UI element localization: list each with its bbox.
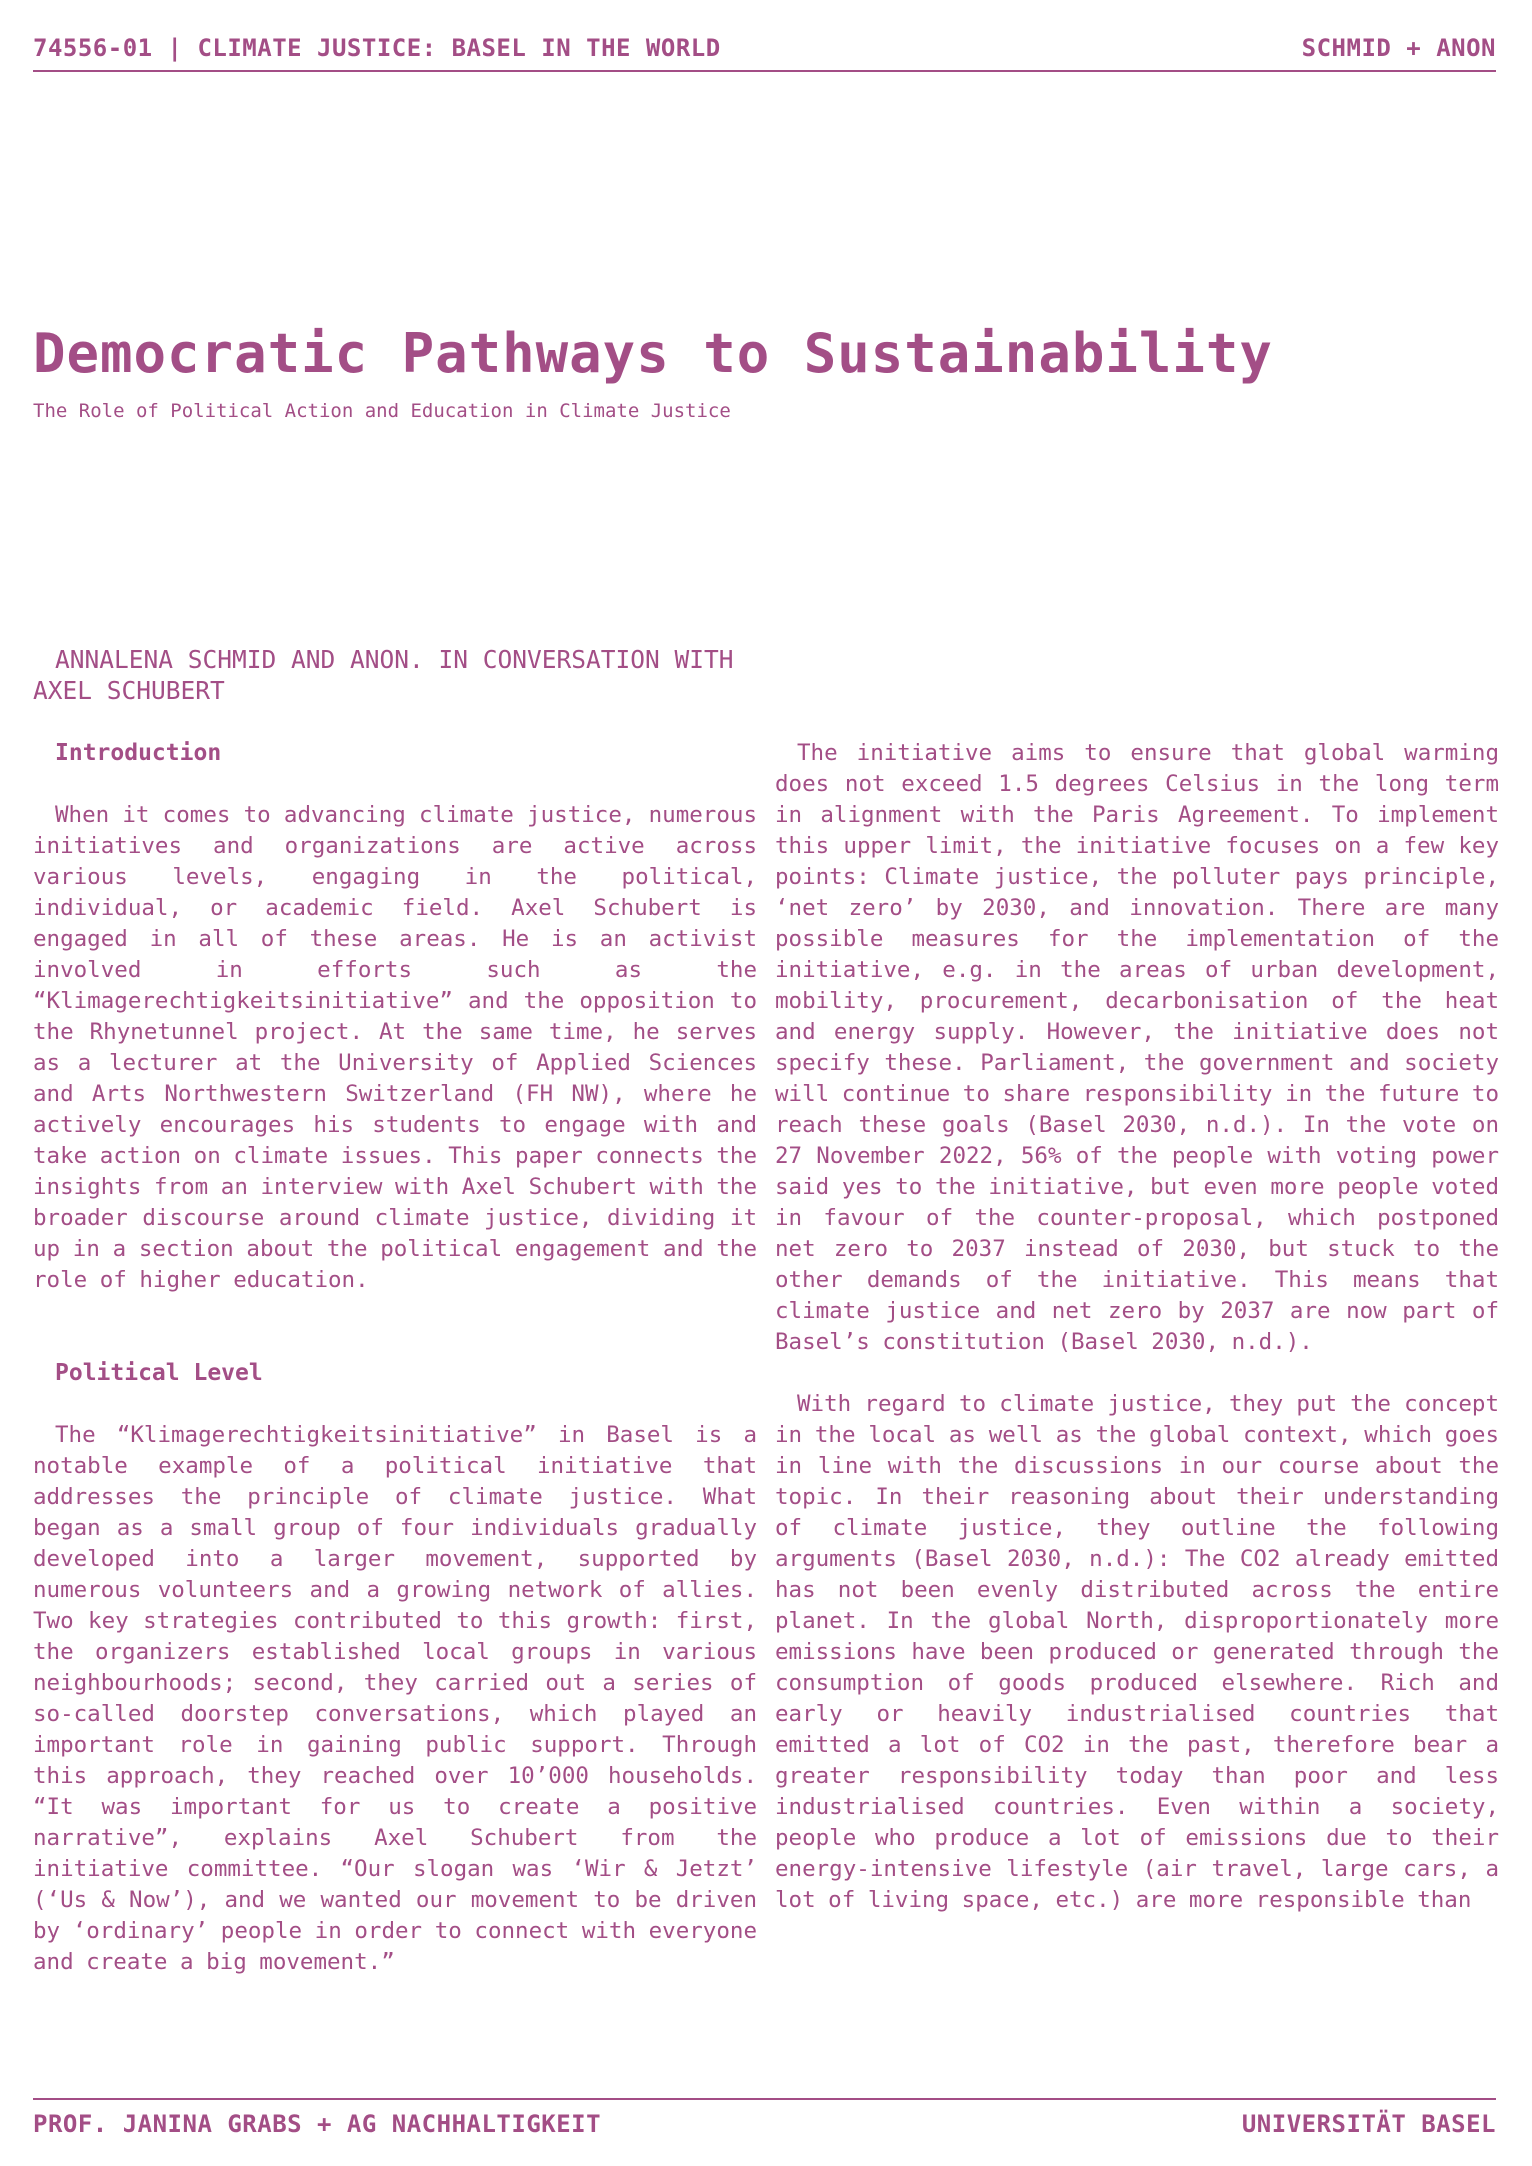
section-heading-introduction: Introduction (55, 740, 222, 766)
footer-professor: PROF. JANINA GRABS + AG NACHHALTIGKEIT (33, 2110, 602, 2138)
course-label: 74556-01 | CLIMATE JUSTICE: BASEL IN THE WORLD (33, 34, 721, 62)
right-column (775, 738, 1499, 1916)
introduction-paragraph: When it comes to advancing climate justice, numerous initiatives and organizations are active across various levels, engaging in the political, individual, or academic field. Axel Schubert is engaged in all of these areas. He is an activist involved in efforts such as the “Klimagerechtigkeitsinitiative” and the opposition to the Rhynetunnel project. At the same time, he serves as a lecturer at the University of Applied Sciences and Arts Northwestern Switzerland (FH NW), where he actively encourages his students to engage with and take action on climate issues. This paper connects the insights from an interview with Axel Schubert with the broader discourse around climate justice, dividing it up in a section about the political engagement and the role of higher education. (33, 802, 757, 1293)
running-footer (33, 2098, 1496, 2140)
page-title: Democratic Pathways to Sustainability (33, 322, 1273, 385)
left-column (33, 738, 757, 1978)
section-heading-political-level: Political Level (55, 1360, 263, 1386)
climate-justice-paragraph: With regard to climate justice, they put the concept in the local as well as the global context, which goes in line with the discussions in our course about the topic. In their reasoning about their understanding of climate justice, they outline the following arguments (Basel 2030, n.d.): The CO2 already emitted has not been evenly distributed across the entire planet. In the global North, disproportionately more emissions have been produced or generated through the consumption of goods produced elsewhere. Rich and early or heavily industrialised countries that emitted a lot of CO2 in the past, therefore bear a greater responsibility today than poor and less industrialised countries. Even within a society, people who produce a lot of emissions due to their energy-intensive lifestyle (air travel, large cars, a lot of living space, etc.) are more responsible than (775, 1391, 1499, 1913)
initiative-paragraph: The initiative aims to ensure that global warming does not exceed 1.5 degrees Celsius in the long term in alignment with the Paris Agreement. To implement this upper limit, the initiative focuses on a few key points: Climate justice, the polluter pays principle, ‘net zero’ by 2030, and innovation. There are many possible measures for the implementation of the initiative, e.g. in the areas of urban development, mobility, procurement, decarbonisation of the heat and energy supply. However, the initiative does not specify these. Parliament, the government and society will continue to share responsibility in the future to reach these goals (Basel 2030, n.d.). In the vote on 27 November 2022, 56% of the people with voting power said yes to the initiative, but even more people voted in favour of the counter-proposal, which postponed net zero to 2037 instead of 2030, but stuck to the other demands of the initiative. This means that climate justice and net zero by 2037 are now part of Basel’s constitution (Basel 2030, n.d.). (775, 740, 1499, 1355)
running-header (33, 30, 1496, 72)
footer-university: UNIVERSITÄT BASEL (1241, 2110, 1496, 2138)
byline: ANNALENA SCHMID AND ANON. IN CONVERSATION WITH AXEL SCHUBERT (33, 645, 734, 705)
page-subtitle: The Role of Political Action and Education in Climate Justice (33, 400, 731, 422)
political-paragraph: The “Klimagerechtigkeitsinitiative” in Basel is a notable example of a political initiative that addresses the principle of climate justice. What began as a small group of four individuals gradually developed into a larger movement, supported by numerous volunteers and a growing network of allies. Two key strategies contributed to this growth: first, the organizers established local groups in various neighbourhoods; second, they carried out a series of so-called doorstep conversations, which played an important role in gaining public support. Through this approach, they reached over 10’000 households. “It was important for us to create a positive narrative”, explains Axel Schubert from the initiative committee. “Our slogan was ‘Wir & Jetzt’ (‘Us & Now’), and we wanted our movement to be driven by ‘ordinary’ people in order to connect with everyone and create a big movement.” (33, 1422, 757, 1975)
authors-short: SCHMID + ANON (1301, 34, 1496, 62)
section-spacer (33, 1296, 757, 1358)
